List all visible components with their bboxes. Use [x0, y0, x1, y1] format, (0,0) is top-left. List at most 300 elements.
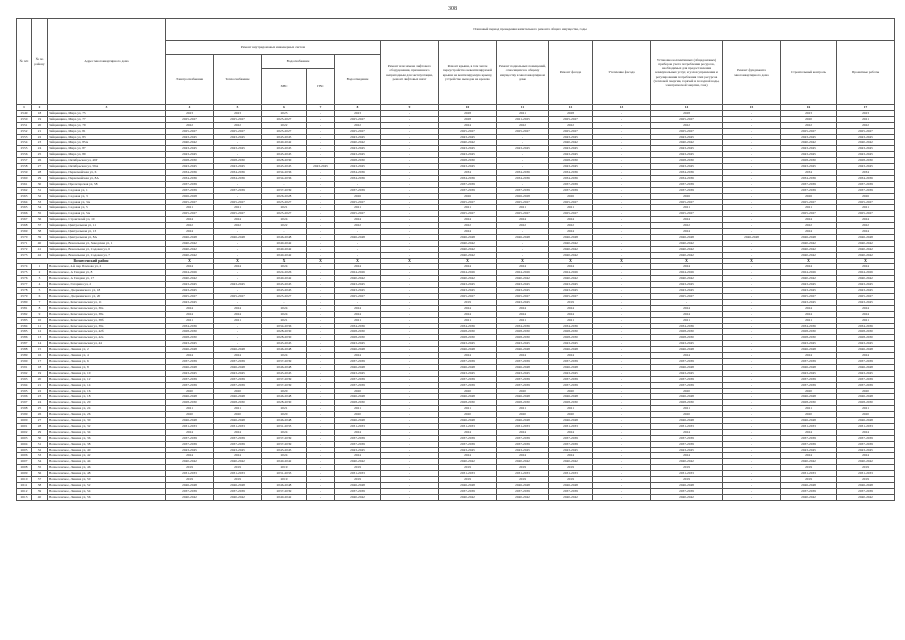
table-cell: 2577	[17, 282, 32, 288]
table-cell: 2590	[17, 358, 32, 364]
col-facade-warm-header: Утепление фасада	[593, 41, 651, 105]
table-cell: 2019	[166, 477, 214, 483]
table-cell: 2025-2027	[781, 128, 837, 134]
table-cell: 2026	[549, 193, 593, 199]
table-cell: 2021	[262, 205, 307, 211]
table-cell: -	[307, 211, 335, 217]
table-cell: 2034-2036	[497, 323, 549, 329]
table-cell: 2025-2027	[837, 199, 895, 205]
address-cell: Вознесенское, Ленина ул, 44	[48, 459, 166, 465]
table-cell: 2034-2036	[262, 169, 307, 175]
table-cell: -	[381, 465, 439, 471]
table-cell: -	[593, 400, 651, 406]
table-cell: 2022	[262, 122, 307, 128]
table-cell: 2031-2033	[262, 471, 307, 477]
table-cell: 2024	[651, 229, 723, 235]
table-cell: 2046-2048	[837, 394, 895, 400]
table-cell: 2031-2033	[439, 423, 497, 429]
address-cell: Вознесенское, Ленина ул, 20	[48, 400, 166, 406]
table-cell: 2043-2045	[166, 288, 214, 294]
table-cell: 2043-2045	[166, 447, 214, 453]
table-cell: 2019	[781, 465, 837, 471]
table-cell: 2021	[262, 406, 307, 412]
table-cell: 2040-2042	[439, 494, 497, 500]
table-cell: -	[381, 193, 439, 199]
table-cell: 2043-2045	[837, 282, 895, 288]
table-cell: -	[307, 394, 335, 400]
table-cell: 2043-2045	[166, 164, 214, 170]
table-cell: 2037-2039	[781, 187, 837, 193]
table-cell: 2043-2045	[549, 146, 593, 152]
address-cell: Вознесенское, Дзержинского ул, 20	[48, 294, 166, 300]
table-cell: 2024	[214, 311, 262, 317]
table-cell: 2025-2027	[214, 211, 262, 217]
table-cell: 33	[32, 199, 48, 205]
table-cell: 2024	[439, 264, 497, 270]
table-cell: 2020	[549, 412, 593, 418]
table-cell: 2028-2030	[166, 400, 214, 406]
table-cell: 2037-2039	[781, 441, 837, 447]
table-cell: 2020	[262, 412, 307, 418]
table-cell: -	[593, 358, 651, 364]
table-cell: 2037-2039	[262, 187, 307, 193]
table-cell: -	[723, 175, 781, 181]
section-mark-cell: X	[335, 258, 381, 264]
table-cell: 2024	[335, 264, 381, 270]
table-cell: 2024	[651, 429, 723, 435]
table-cell: -	[593, 282, 651, 288]
table-cell: 2040-2042	[781, 459, 837, 465]
table-cell: 2043-2045	[335, 164, 381, 170]
table-cell: 23	[32, 394, 48, 400]
table-cell: 2040-2042	[651, 276, 723, 282]
table-cell: 29	[32, 429, 48, 435]
address-cell: Вознесенское, Комсомольская ул, 42б	[48, 329, 166, 335]
table-cell: -	[307, 335, 335, 341]
table-cell: 2043-2045	[781, 370, 837, 376]
column-number-cell: 17	[837, 105, 895, 111]
table-cell: 2028-2030	[651, 158, 723, 164]
table-cell: 2031-2033	[439, 471, 497, 477]
table-cell: -	[497, 246, 549, 252]
table-cell: -	[723, 110, 781, 116]
table-cell: 2025-2027	[549, 294, 593, 300]
table-cell: 2021	[549, 205, 593, 211]
table-cell: -	[381, 234, 439, 240]
table-cell: 2040-2042	[439, 252, 497, 258]
table-cell: 2567	[17, 217, 32, 223]
table-cell: -	[723, 429, 781, 435]
table-cell: 2046-2048	[214, 483, 262, 489]
table-cell: 2046-2048	[781, 347, 837, 353]
table-cell: -	[381, 116, 439, 122]
table-cell: -	[381, 453, 439, 459]
table-cell: 2025-2027	[335, 128, 381, 134]
address-cell: Вознесенское, Ленина ул, 56	[48, 494, 166, 500]
table-cell: 2555	[17, 146, 32, 152]
table-cell: 2586	[17, 335, 32, 341]
table-cell: 2024	[262, 453, 307, 459]
table-cell: 2026	[651, 193, 723, 199]
table-cell: 2034-2036	[781, 323, 837, 329]
table-cell: 2021-2025	[497, 116, 549, 122]
table-cell: 2040-2042	[837, 494, 895, 500]
table-cell: 2025-2027	[262, 128, 307, 134]
table-cell: 2	[32, 270, 48, 276]
table-cell: 2046-2048	[651, 418, 723, 424]
table-cell: 2037-2039	[335, 435, 381, 441]
table-cell: 2037-2039	[549, 382, 593, 388]
table-cell: 2026	[781, 193, 837, 199]
address-cell: Зайцевщина, Центральная ул, 11	[48, 223, 166, 229]
table-cell: -	[381, 305, 439, 311]
table-cell: 2046-2048	[262, 234, 307, 240]
table-cell: 2019	[837, 465, 895, 471]
table-cell: 2024	[262, 217, 307, 223]
table-cell: 2034-2036	[214, 175, 262, 181]
col-heat-header: Теплоснабжение	[214, 55, 262, 105]
table-cell: 2021	[781, 406, 837, 412]
table-cell: -	[651, 299, 723, 305]
table-cell: 2028-2030	[214, 400, 262, 406]
table-cell: 2046-2048	[651, 394, 723, 400]
table-cell: 30	[32, 435, 48, 441]
table-cell: -	[723, 335, 781, 341]
table-cell: -	[307, 477, 335, 483]
table-cell: 2561	[17, 181, 32, 187]
table-cell: 2020	[651, 388, 723, 394]
table-cell: 9	[32, 311, 48, 317]
table-cell: 39	[32, 488, 48, 494]
table-cell: 2604	[17, 441, 32, 447]
table-cell: 2599	[17, 412, 32, 418]
table-cell: 2043-2045	[549, 341, 593, 347]
table-cell: -	[593, 382, 651, 388]
table-cell: 2037-2039	[335, 488, 381, 494]
table-cell: 38	[32, 483, 48, 489]
col-foundation-header: Ремонт фундамента многоквартирного дома	[723, 41, 781, 105]
address-cell: Вознесенское, Комсомольская ул, 42а	[48, 335, 166, 341]
table-cell: 2043-2045	[837, 134, 895, 140]
table-cell: 2024	[837, 229, 895, 235]
table-cell: 2037-2039	[781, 382, 837, 388]
table-cell: -	[307, 152, 335, 158]
table-cell: 2028-2030	[439, 400, 497, 406]
table-cell: -	[307, 116, 335, 122]
table-cell: 2559	[17, 169, 32, 175]
table-cell: 2043-2045	[214, 146, 262, 152]
table-cell: 2046-2048	[497, 483, 549, 489]
table-cell: 2020	[497, 412, 549, 418]
table-cell: 31	[32, 441, 48, 447]
table-cell: 2019	[439, 477, 497, 483]
col-district-num-header: № по району	[32, 19, 48, 105]
table-cell: 2572	[17, 246, 32, 252]
table-cell: -	[381, 270, 439, 276]
table-cell: -	[723, 394, 781, 400]
table-cell: -	[307, 447, 335, 453]
table-cell: 2040-2042	[651, 246, 723, 252]
table-cell: 35	[32, 465, 48, 471]
address-cell: Вознесенское, А Ганджи ул, 8	[48, 270, 166, 276]
table-cell: 2046-2048	[781, 483, 837, 489]
table-cell: 2602	[17, 429, 32, 435]
table-cell: -	[593, 217, 651, 223]
table-cell: 32	[32, 193, 48, 199]
table-cell: 2043-2045	[497, 146, 549, 152]
table-cell: -	[307, 317, 335, 323]
table-cell: -	[723, 347, 781, 353]
table-cell: 32	[32, 447, 48, 453]
table-cell: -	[593, 246, 651, 252]
table-cell: -	[214, 152, 262, 158]
table-cell: 33	[32, 453, 48, 459]
table-cell: -	[307, 169, 335, 175]
table-cell: 2037-2039	[439, 358, 497, 364]
table-cell: 2043-2045	[439, 164, 497, 170]
table-cell: 2043-2045	[335, 288, 381, 294]
table-cell: 2579	[17, 294, 32, 300]
address-cell: Зайцевщина, Мира ул, 85А	[48, 140, 166, 146]
table-cell: 2046-2048	[262, 347, 307, 353]
table-cell: -	[381, 276, 439, 282]
table-cell: 2043-2045	[262, 164, 307, 170]
table-cell: -	[307, 158, 335, 164]
table-cell: 16	[32, 353, 48, 359]
table-cell: 2031-2033	[262, 423, 307, 429]
table-cell: 2020	[262, 388, 307, 394]
table-cell: 2034-2036	[262, 323, 307, 329]
table-cell: 2019	[262, 465, 307, 471]
table-cell: 2592	[17, 370, 32, 376]
table-cell: -	[593, 187, 651, 193]
table-cell: 2043-2045	[335, 341, 381, 347]
address-cell: Вознесенское, Ленина ул, 40	[48, 447, 166, 453]
table-cell: 2021	[651, 205, 723, 211]
table-cell: 2040-2042	[166, 494, 214, 500]
table-cell: -	[723, 441, 781, 447]
table-cell: -	[307, 110, 335, 116]
table-cell: -	[723, 199, 781, 205]
table-cell: -	[593, 494, 651, 500]
table-cell: 2046-2048	[837, 234, 895, 240]
table-cell: -	[723, 205, 781, 211]
table-cell: 2024	[651, 311, 723, 317]
table-cell: -	[381, 353, 439, 359]
table-cell: 2025-2027	[837, 294, 895, 300]
table-cell: 2046-2048	[214, 347, 262, 353]
table-cell: -	[307, 252, 335, 258]
table-cell: 2043-2045	[335, 282, 381, 288]
address-cell: Зайцевщина, Центральная ул, 8А	[48, 234, 166, 240]
table-cell: 2024	[262, 429, 307, 435]
table-cell: 2031-2033	[214, 423, 262, 429]
table-cell: 2037-2039	[262, 358, 307, 364]
table-cell: -	[593, 223, 651, 229]
table-cell: 2025-2027	[549, 211, 593, 217]
table-cell: 2575	[17, 270, 32, 276]
table-cell: 18	[32, 364, 48, 370]
table-cell: 2043-2045	[335, 447, 381, 453]
table-cell: 2031-2033	[335, 471, 381, 477]
table-cell: 2019	[549, 465, 593, 471]
table-cell: -	[307, 146, 335, 152]
table-cell: -	[214, 299, 262, 305]
table-cell: 2034	[439, 169, 497, 175]
column-number-cell: 4	[166, 105, 214, 111]
col-hvs-header: ХВС	[262, 69, 307, 105]
table-cell: 2043-2045	[335, 134, 381, 140]
table-cell: -	[593, 488, 651, 494]
address-cell: Вознесенское, Ленина ул, 36	[48, 435, 166, 441]
table-cell: 2024	[781, 217, 837, 223]
table-cell: -	[593, 329, 651, 335]
table-cell: 2582	[17, 311, 32, 317]
table-cell: 2037-2039	[549, 488, 593, 494]
table-cell: 2025-2027	[837, 211, 895, 217]
table-cell: 2565	[17, 205, 32, 211]
table-cell: -	[593, 252, 651, 258]
table-cell: -	[381, 199, 439, 205]
table-cell: -	[593, 311, 651, 317]
table-cell: -	[381, 211, 439, 217]
table-cell: 27	[32, 418, 48, 424]
table-cell: -	[723, 435, 781, 441]
table-cell: 2573	[17, 252, 32, 258]
table-cell: 2023	[837, 110, 895, 116]
table-cell: 2040-2042	[497, 494, 549, 500]
table-cell: -	[497, 134, 549, 140]
table-cell: 23	[32, 140, 48, 146]
table-cell: -	[262, 181, 307, 187]
table-cell: 2024	[651, 264, 723, 270]
table-cell: -	[381, 217, 439, 223]
table-cell: 2557	[17, 158, 32, 164]
table-cell: -	[307, 388, 335, 394]
table-cell: -	[723, 364, 781, 370]
table-cell: -	[307, 246, 335, 252]
table-cell: -	[307, 229, 335, 235]
table-cell: 2022	[166, 223, 214, 229]
table-cell: 2024-2026	[837, 270, 895, 276]
table-cell: -	[593, 423, 651, 429]
table-cell: 2043-2045	[651, 152, 723, 158]
table-cell: 2024	[214, 453, 262, 459]
table-cell: 2037-2039	[837, 435, 895, 441]
table-cell: -	[214, 341, 262, 347]
table-cell: 2022	[549, 223, 593, 229]
table-cell: 2028-2030	[166, 335, 214, 341]
table-cell: 2550	[17, 116, 32, 122]
table-cell: 2024	[781, 311, 837, 317]
table-cell: 2040-2042	[781, 240, 837, 246]
table-cell: -	[307, 370, 335, 376]
table-cell: -	[214, 181, 262, 187]
table-cell: -	[723, 323, 781, 329]
table-cell: 2046-2048	[497, 394, 549, 400]
table-cell: 2043-2045	[651, 341, 723, 347]
table-cell: 2024	[549, 311, 593, 317]
table-cell: 2037-2039	[214, 376, 262, 382]
table-cell: 2031-2033	[335, 423, 381, 429]
table-cell: 2037-2039	[497, 358, 549, 364]
table-cell: -	[593, 122, 651, 128]
table-cell: -	[381, 205, 439, 211]
table-cell: 2020	[651, 412, 723, 418]
table-cell: 2037-2039	[549, 358, 593, 364]
table-cell: 2603	[17, 435, 32, 441]
table-cell: 2551	[17, 122, 32, 128]
table-cell: 2024	[214, 305, 262, 311]
section-mark-cell: X	[549, 258, 593, 264]
table-cell: -	[307, 465, 335, 471]
table-cell: 2021	[497, 110, 549, 116]
table-cell: -	[593, 465, 651, 471]
address-cell: Вознесенское, Ленина ул, 52	[48, 483, 166, 489]
table-cell: 2040-2042	[439, 276, 497, 282]
table-cell: 2043-2045	[781, 134, 837, 140]
table-cell: 2040-2042	[262, 240, 307, 246]
table-cell: 27	[32, 164, 48, 170]
table-cell: 2043-2045	[497, 370, 549, 376]
table-cell: 2020	[837, 388, 895, 394]
table-cell: 2031-2033	[166, 423, 214, 429]
table-cell: 2025-2027	[439, 128, 497, 134]
table-cell: 2037-2039	[651, 441, 723, 447]
table-cell: -	[307, 471, 335, 477]
table-cell: 2040-2042	[262, 246, 307, 252]
address-cell: Вознесенское, Ленина ул, 48	[48, 471, 166, 477]
table-cell: 2024-2026	[166, 270, 214, 276]
table-cell: 2037-2039	[837, 181, 895, 187]
table-cell: 2024-2026	[439, 270, 497, 276]
table-cell: 2031-2033	[651, 423, 723, 429]
table-cell: 2043-2045	[651, 282, 723, 288]
table-cell: -	[381, 471, 439, 477]
table-cell: 2025-2027	[439, 294, 497, 300]
table-cell: -	[381, 175, 439, 181]
table-cell: 2040-2042	[262, 276, 307, 282]
table-cell: 2037-2039	[439, 435, 497, 441]
table-cell: -	[497, 158, 549, 164]
table-cell: -	[723, 388, 781, 394]
table-cell: 2037-2039	[166, 441, 214, 447]
table-cell: -	[593, 288, 651, 294]
table-cell: 2021	[214, 317, 262, 323]
plan-period-header: Плановый период проведения капитального ремонта общего имущества, годы	[166, 19, 895, 41]
table-cell: 2580	[17, 299, 32, 305]
table-cell: -	[497, 181, 549, 187]
table-cell: -	[593, 305, 651, 311]
table-cell: 2021	[497, 317, 549, 323]
table-cell: -	[593, 152, 651, 158]
table-cell: 2019	[335, 465, 381, 471]
table-cell: 2024	[837, 429, 895, 435]
table-cell: 2020	[335, 388, 381, 394]
table-cell: -	[497, 229, 549, 235]
table-cell: 2043-2045	[837, 146, 895, 152]
table-cell: 2028-2030	[497, 335, 549, 341]
table-cell: 2019	[166, 465, 214, 471]
table-cell: 2043-2045	[781, 288, 837, 294]
table-cell: 2025-2027	[781, 211, 837, 217]
table-cell: 2024-2026	[497, 270, 549, 276]
table-cell: 11	[32, 323, 48, 329]
table-cell: -	[593, 347, 651, 353]
table-cell: -	[723, 358, 781, 364]
table-cell: -	[723, 341, 781, 347]
table-cell: -	[593, 376, 651, 382]
